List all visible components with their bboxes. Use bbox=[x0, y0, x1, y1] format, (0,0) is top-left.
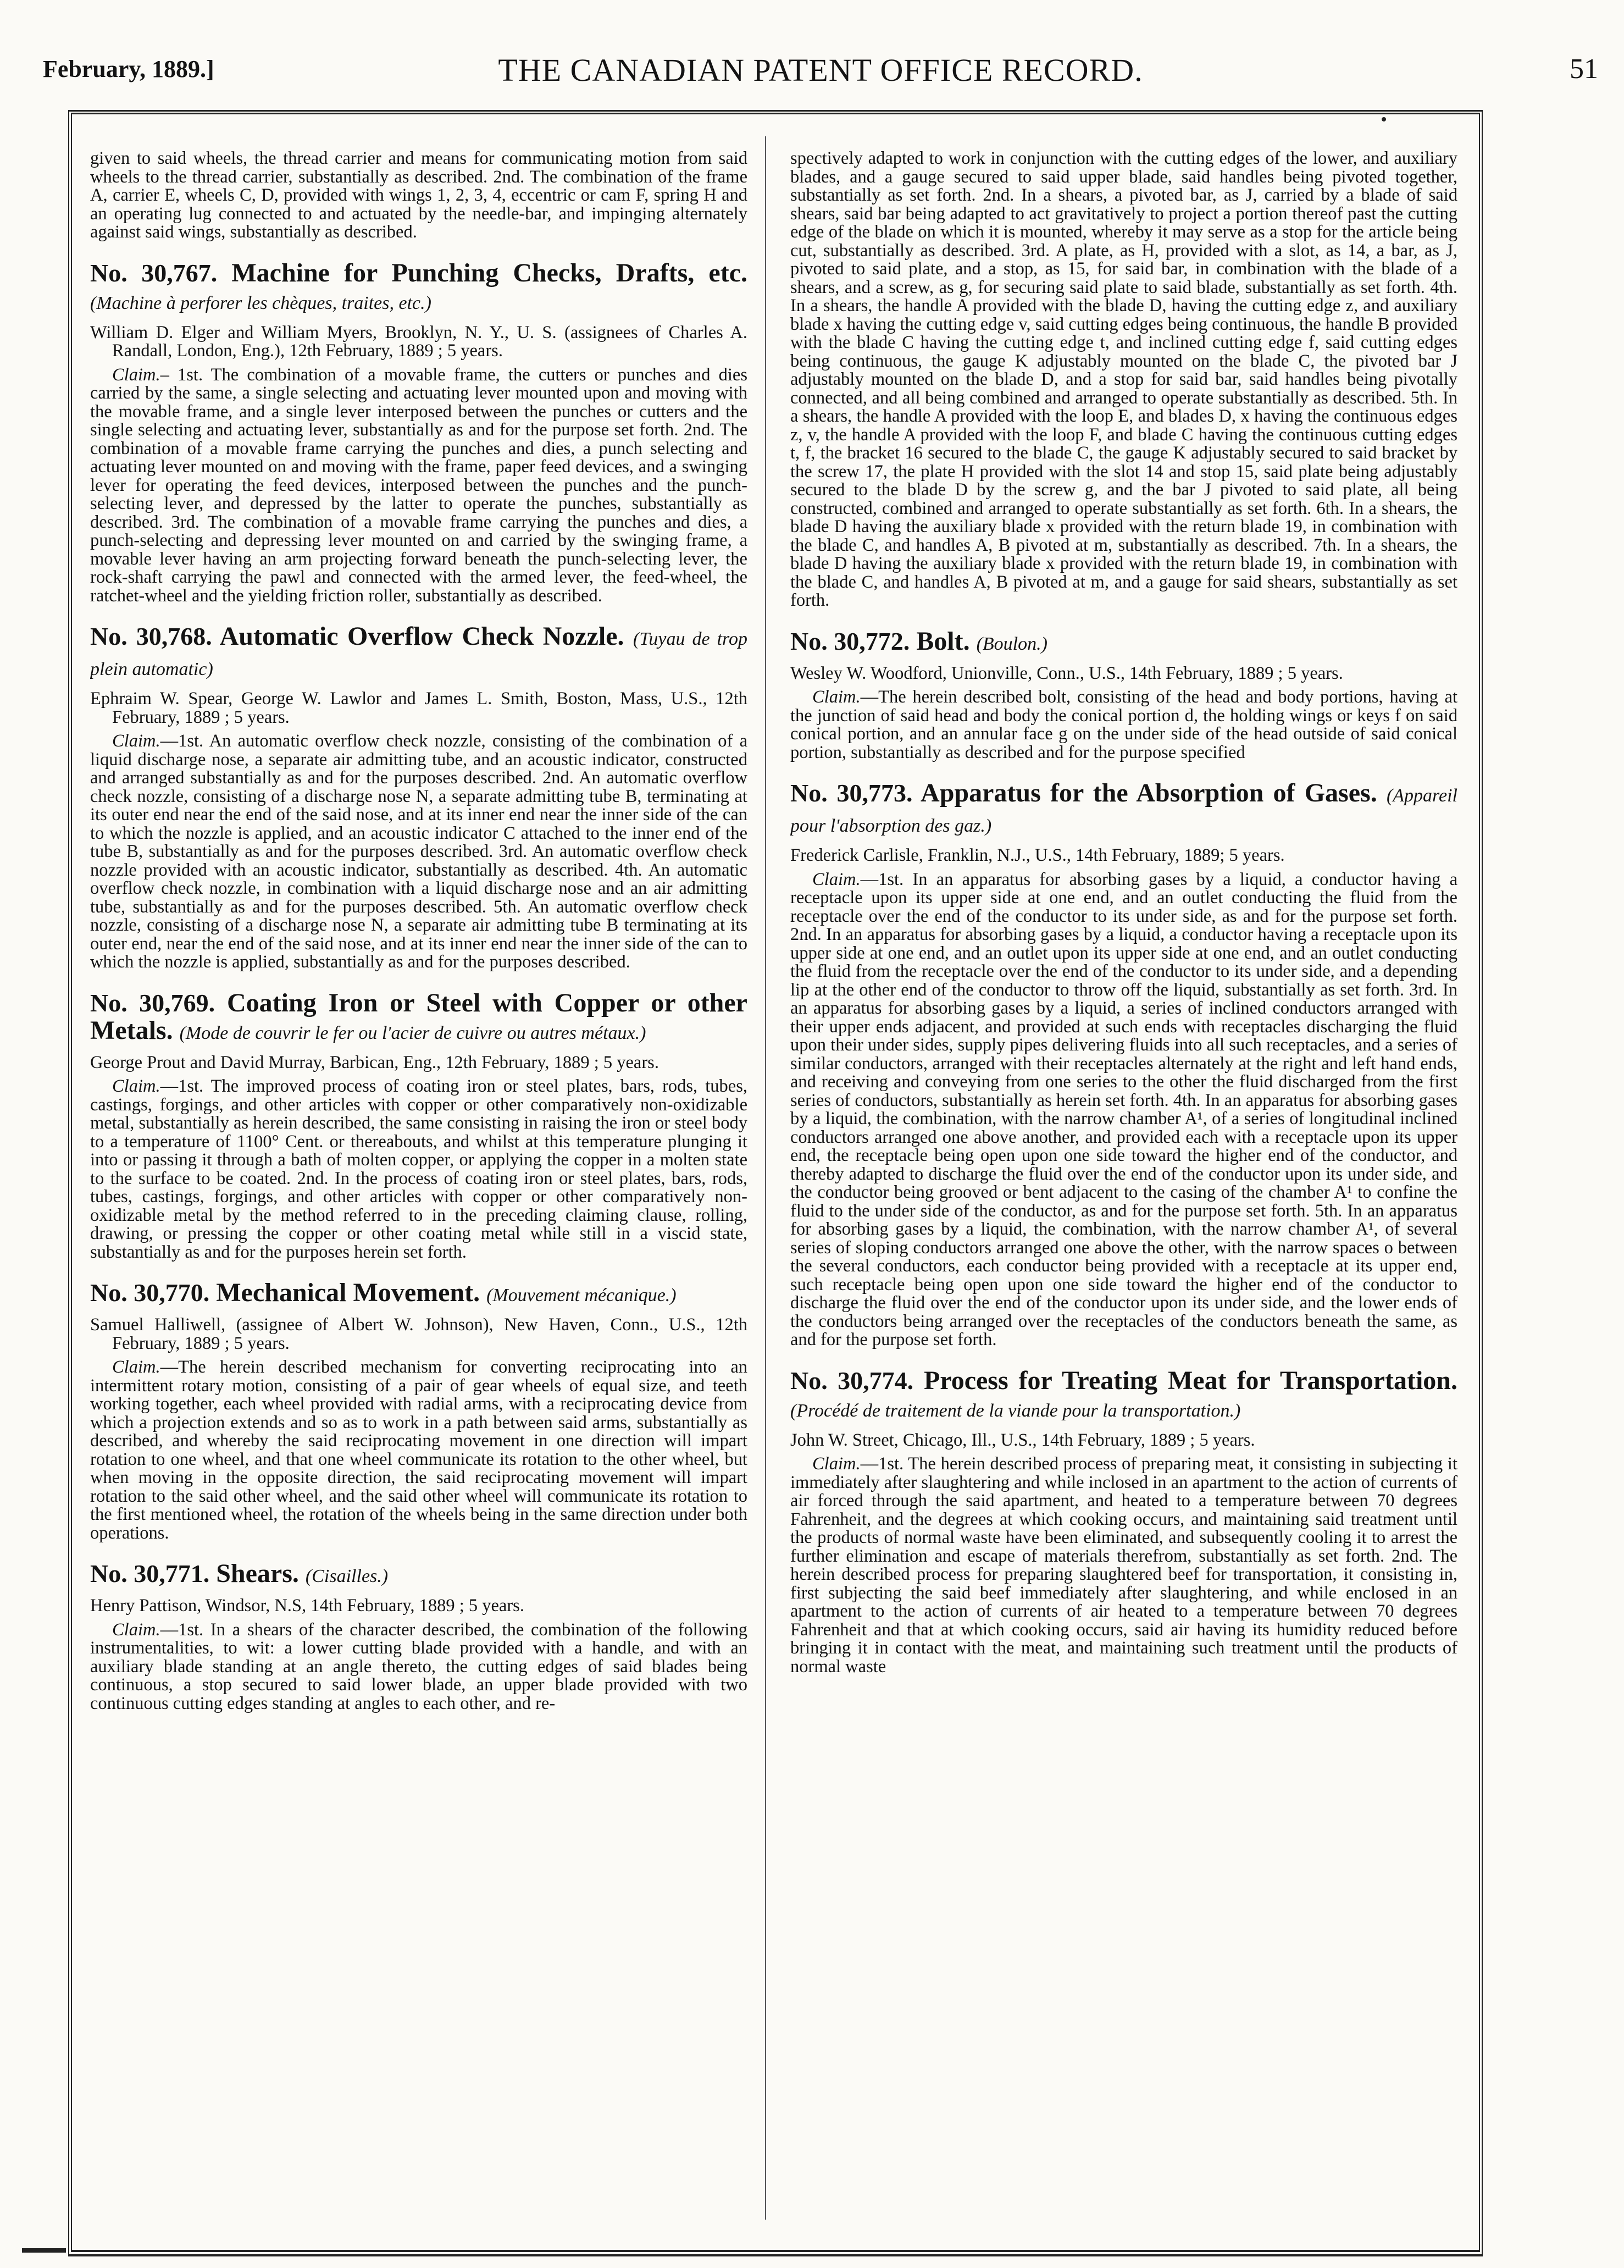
patentee: Samuel Halliwell, (assignee of Albert W. Johnson), New Haven, Conn., U.S., 12th February, 1889 ; 5 years. bbox=[90, 1315, 747, 1353]
page-header bbox=[43, 32, 1598, 87]
patent-title: Coating Iron or Steel with Copper or other Metals. bbox=[90, 988, 747, 1045]
footer-mark bbox=[22, 2248, 66, 2253]
patent-number: No. 30,768. bbox=[90, 622, 212, 650]
claim-text bbox=[90, 1621, 747, 1713]
patentee: John W. Street, Chicago, Ill., U.S., 14th February, 1889 ; 5 years. bbox=[790, 1430, 1255, 1450]
claim-label: Claim. bbox=[812, 687, 861, 707]
claim-body: —1st. The improved process of coating iron or steel plates, bars, rods, tubes, castings, forgings, and other articles with copper or other comparatively non-oxidizable metal, substantially as herein described, the same consisting in raising the iron or steel body to a temperature of 1100° Cent. or thereabouts, and whilst at this temperature plunging it into or passing it through a bath of molten copper, or applying the copper in a molten state to the surface to be coated. 2nd. In the process of coating iron or steel plates, bars, rods, tubes, castings, forgings, and other articles with copper or other comparatively non-oxidizable metal by the method referred to in the preceding claiming clause, rolling, drawing, or pressing the copper or other coating metal while still in a viscid state, substantially as and for the purposes herein set forth. bbox=[90, 1076, 747, 1262]
patent-number: No. 30,774. bbox=[790, 1366, 914, 1395]
claim-label: Claim. bbox=[112, 1619, 160, 1640]
claim-text bbox=[90, 1358, 747, 1542]
claim-body: —1st. An automatic overflow check nozzle, consisting of the combination of a liquid discharge nose, a separate air admitting tube, and an acoustic indicator, constructed and arranged substantially as and for the purposes described. 2nd. An automatic overflow check nozzle, consisting of a discharge nose N, a separate admitting tube B, terminating at its outer end near the end of the said nose, and at its inner end near the inner side of the can to which the nozzle is applied, and an acoustic indicator C attached to the inner end of the tube B, substantially as and for the purposes described. 3rd. An automatic overflow check nozzle provided with an acoustic indicator, substantially as described. 4th. An automatic overflow check nozzle, in combination with a liquid discharge nose and an air admitting tube, substantially as and for the purposes described. 5th. An automatic overflow check nozzle, consisting of a discharge nose N, a separate air admitting tube B terminating at its outer end, near the end of the said nose, and at its inner end near the inner side of the can to which the nozzle is applied, substantially as and for the purposes described. bbox=[90, 731, 747, 972]
column-divider bbox=[765, 136, 766, 2220]
french-title: (Mode de couvrir le fer ou l'acier de cuivre ou autres métaux.) bbox=[179, 1022, 646, 1043]
patent-title: Machine for Punching Checks, Drafts, etc. bbox=[231, 258, 747, 287]
claim-label: Claim. bbox=[112, 731, 160, 751]
claim-text bbox=[790, 871, 1457, 1349]
french-title: (Tuyau de trop plein automatic) bbox=[90, 629, 747, 679]
french-title: (Procédé de traitement de la viande pour la transportation.) bbox=[790, 1400, 1241, 1421]
claim-body: —1st. The herein described process of preparing meat, it consisting in subjecting it immediately after slaughtering and while inclosed in an apartment to the action of currents of air forced through the said apartment, and heated to a temperature between 70 degrees Fahrenheit, and the degrees at which cooking occurs, and maintaining said treatment until the products of normal waste have been eliminated, and subsequently cooling it to arrest the further elimination and escape of materials therefrom, substantially as set forth. 2nd. The herein described process for preparing slaughtered beef for transportation, it consisting in, first subjecting the said beef immediately after slaughtering, and while enclosed in an apartment to the action of currents of air heated to a temperature between 70 degrees Fahrenheit and that at which cooking occurs, said air having its humidity reduced before bringing it in contact with the meat, and maintaining such treatment until the products of normal waste bbox=[790, 1454, 1457, 1677]
left-column bbox=[90, 150, 747, 2197]
patent-entry bbox=[90, 1279, 747, 1542]
claim-body: – 1st. The combination of a movable frame, the cutters or punches and dies carried by the same, a single selecting and actuating lever mounted upon and moving with the movable frame, and a single lever interposed between the punches or cutters and the single selecting and actuating lever, substantially as and for the purpose set forth. 2nd. The combination of a movable frame carrying the punches and dies, a punch selecting and actuating lever mounted on and moving with the frame, paper feed devices, and a swinging lever for operating the feed devices, interposed between the punches and the punch-selecting lever, and depressed by the latter to operate the punches, substantially as described. 3rd. The combination of a movable frame carrying the punches and dies, a punch-selecting and depressing lever mounted on and carried by the swinging frame, a movable lever having an arm projecting forward beneath the punch-selecting lever, the rock-shaft carrying the pawl and connected with the armed lever, the feed-wheel, the ratchet-wheel and the yielding friction roller, substantially as described. bbox=[90, 364, 747, 606]
patentee: Henry Pattison, Windsor, N.S, 14th February, 1889 ; 5 years. bbox=[90, 1596, 524, 1616]
claim-text bbox=[90, 366, 747, 606]
french-title: (Appareil pour l'absorption des gaz.) bbox=[790, 785, 1457, 836]
patent-entry bbox=[790, 628, 1457, 762]
patentee: Wesley W. Woodford, Unionville, Conn., U.S., 14th February, 1889 ; 5 years. bbox=[790, 663, 1343, 683]
patentee: George Prout and David Murray, Barbican, Eng., 12th February, 1889 ; 5 years. bbox=[90, 1052, 659, 1072]
claim-text bbox=[90, 1077, 747, 1262]
patent-title: Shears. bbox=[216, 1559, 299, 1588]
claim-text bbox=[790, 688, 1457, 762]
french-title: (Mouvement mécanique.) bbox=[486, 1285, 677, 1306]
patent-title: Apparatus for the Absorption of Gases. bbox=[921, 778, 1377, 807]
patent-entry bbox=[790, 1367, 1457, 1677]
claim-label: Claim. bbox=[112, 1357, 160, 1377]
claim-text bbox=[790, 1455, 1457, 1676]
patent-heading bbox=[90, 989, 747, 1047]
patent-number: No. 30,771. bbox=[90, 1559, 210, 1587]
patent-heading bbox=[790, 1367, 1457, 1425]
page-number: 51 bbox=[1570, 53, 1598, 85]
patent-entry bbox=[90, 1560, 747, 1713]
patent-number: No. 30,773. bbox=[790, 779, 913, 807]
patentee: Frederick Carlisle, Franklin, N.J., U.S., 14th February, 1889; 5 years. bbox=[790, 845, 1285, 865]
claim-label: Claim. bbox=[112, 364, 160, 385]
patent-heading bbox=[90, 623, 747, 683]
patent-entry bbox=[790, 779, 1457, 1349]
continued-claim-text: spectively adapted to work in conjunction with the cutting edges of the lower, and auxiliary blades, and a gauge secured to said upper blade, said handles being pivoted together, substantially as set forth. 2nd. In a shears, a pivoted bar, as J, carried by a blade of said shears, said bar being adapted to act gravitatively to project a portion thereof past the cutting edge of the blade on which it is mounted, whereby it may serve as a stop for the article being cut, substantially as described. 3rd. A plate, as H, provided with a slot, as 14, a bar, as J, pivoted to said plate, and a stop, as 15, for said bar, in combination with the blade of a shears, and a screw, as g, for securing said plate to said blade, substantially as set forth. 4th. In a shears, the handle A provided with the blade D, having the cutting edge z, and auxiliary blade x having the cutting edge v, said cutting edges being continuous, the handle B provided with the blade C having the cutting edge t, and inclined cutting edge f, said cutting edges being continuous, the gauge K adjustably mounted on the blade C, the pivoted bar J adjustably mounted on the blade D, and a stop for said bar, said handles being pivotally connected, and all being combined and arranged to operate substantially as described. 5th. In a shears, the handle A provided with the loop E, and blades D, x having the continuous edges z, v, the handle A provided with the loop F, and blade C having the continuous cutting edges t, f, the bracket 16 secured to the blade C, the gauge K adjustably secured to said bracket by the screw 17, the plate H provided with the slot 14 and stop 15, said plate being adjustably secured to the blade D by the screw g, and the bar J pivoted to said plate, all being constructed, combined and arranged to operate substantially as set forth. 6th. In a shears, the blade D having the auxiliary blade x provided with the return blade 19, in combination with the blade C, and handles A, B pivoted at m, substantially as described. 7th. In a shears, the blade D having the auxiliary blade x provided with the return blade 19, in combination with the blade C, and handles A, B pivoted at m, and a gauge for said shears, substantially as set forth. bbox=[790, 150, 1457, 610]
patentee: Ephraim W. Spear, George W. Lawlor and James L. Smith, Boston, Mass, U.S., 12th February, 1889 ; 5 years. bbox=[90, 689, 747, 727]
claim-body: —The herein described mechanism for converting reciprocating into an intermittent rotary motion, consisting of a pair of gear wheels of equal size, and teeth working together, each wheel provided with radial arms, with a reciprocating device from which a projection extends and so as to work in a path between said arms, substantially as described, and whereby the said reciprocating movement in one direction will impart rotation to one wheel, and that one wheel communicate its rotation to the other wheel, but when moving in the opposite direction, the said reciprocating movement will impart rotation to the said other wheel, and the said other wheel will communicate its rotation to the first mentioned wheel, the rotation of the wheels being in the same direction under both operations. bbox=[90, 1357, 747, 1543]
journal-title: THE CANADIAN PATENT OFFICE RECORD. bbox=[498, 52, 1143, 88]
patent-entry bbox=[90, 259, 747, 606]
patent-heading bbox=[90, 259, 747, 317]
claim-label: Claim. bbox=[112, 1076, 160, 1096]
patent-number: No. 30,769. bbox=[90, 988, 215, 1017]
patent-title: Process for Treating Meat for Transportation. bbox=[923, 1365, 1457, 1395]
patent-title: Mechanical Movement. bbox=[216, 1278, 480, 1307]
french-title: (Cisailles.) bbox=[305, 1566, 389, 1586]
claim-label: Claim. bbox=[812, 1454, 861, 1474]
patent-entry bbox=[90, 989, 747, 1262]
claim-label: Claim. bbox=[812, 869, 861, 889]
patent-heading bbox=[790, 628, 1457, 658]
patent-heading bbox=[90, 1560, 747, 1590]
patent-number: No. 30,770. bbox=[90, 1279, 210, 1307]
claim-text bbox=[90, 732, 747, 972]
claim-body: —1st. In an apparatus for absorbing gases by a liquid, a conductor having a receptacle upon its upper side at one end, and an outlet conducting the fluid from the receptacle over the end of the conductor to its under side, as and for the purpose set forth. 2nd. In an apparatus for absorbing gases by a liquid, a conductor having a receptacle upon its upper side at one end, and an outlet upon its upper side at one end, and an outlet conducting the fluid from the receptacle over the end of the conductor to its under side, and a depending lip at the other end of the conductor to throw off the liquid, substantially as set forth. 3rd. In an apparatus for absorbing gases by a liquid, a series of inclined conductors arranged with their upper ends adjacent, and provided at such ends with receptacles discharging the fluid upon their under sides, supply pipes delivering fluids into all such receptacles, and a series of similar conductors, arranged with their receptacles alternately at the right and left hand ends, and receiving and conveying from one series to the other the fluid discharged from the first series of conductors, substantially as herein set forth. 4th. In an apparatus for absorbing gases by a liquid, the combination, with the narrow chamber A¹, of a series of longitudinal inclined conductors arranged one above another, and provided each with a receptacle upon its upper end, the receptacle being open upon one side toward the higher end of the conductor, and thereby adapted to discharge the fluid over the end of the conductor upon its under side, and the conductor being grooved or bent adjacent to the casing of the chamber A¹ to confine the fluid to the under side of the conductor, as and for the purpose set forth. 5th. In an apparatus for absorbing gases by a liquid, the combination, with the narrow chamber A¹, of several series of sloping conductors arranged one above the other, with the narrow spaces o between the several conductors, each conductor being provided with a receptacle at its upper end, such receptacle being open upon one side toward the higher end of the conductor to discharge the fluid over the end of the conductor upon its under side, and the lower ends of the conductors being arranged over the receptacles of the conductors beneath the same, as and for the purpose set forth. bbox=[790, 869, 1457, 1349]
patent-heading bbox=[90, 1279, 747, 1309]
claim-body: —The herein described bolt, consisting of the head and body portions, having at the junction of said head and body the conical portion d, the holding wings or keys f on said conical portion, and an annular face g on the under side of the head outside of said conical portion, substantially as described and for the purpose specified bbox=[790, 687, 1457, 762]
patent-number: No. 30,772. bbox=[790, 627, 910, 655]
patentee: William D. Elger and William Myers, Brooklyn, N. Y., U. S. (assignees of Charles A. Randall, London, Eng.), 12th February, 1889 ; 5 years. bbox=[90, 322, 747, 361]
patent-entry bbox=[90, 623, 747, 972]
patent-number: No. 30,767. bbox=[90, 258, 218, 287]
claim-body: —1st. In a shears of the character described, the combination of the following instrumentalities, to wit: a lower cutting blade provided with a handle, and with an auxiliary blade standing at an angle thereto, the cutting edges of said blades being continuous, a stop secured to said lower blade, an upper blade provided with two continuous cutting edges standing at angles to each other, and re- bbox=[90, 1619, 747, 1713]
issue-date: February, 1889.] bbox=[43, 56, 214, 82]
patent-heading bbox=[790, 779, 1457, 840]
french-title: (Machine à perforer les chèques, traites, etc.) bbox=[90, 292, 431, 313]
continued-claim-text: given to said wheels, the thread carrier and means for communicating motion from said wheels to the thread carrier, substantially as described. 2nd. The combination of the frame A, carrier E, wheels C, D, provided with wings 1, 2, 3, 4, eccentric or cam F, spring H and an operating lug connected to and actuated by the needle-bar, and impinging alternately against said wings, substantially as described. bbox=[90, 150, 747, 242]
patent-title: Automatic Overflow Check Nozzle. bbox=[219, 622, 624, 651]
patent-title: Bolt. bbox=[916, 626, 970, 656]
french-title: (Boulon.) bbox=[976, 633, 1047, 654]
right-column bbox=[790, 150, 1457, 2197]
border-ornament bbox=[1382, 117, 1386, 121]
